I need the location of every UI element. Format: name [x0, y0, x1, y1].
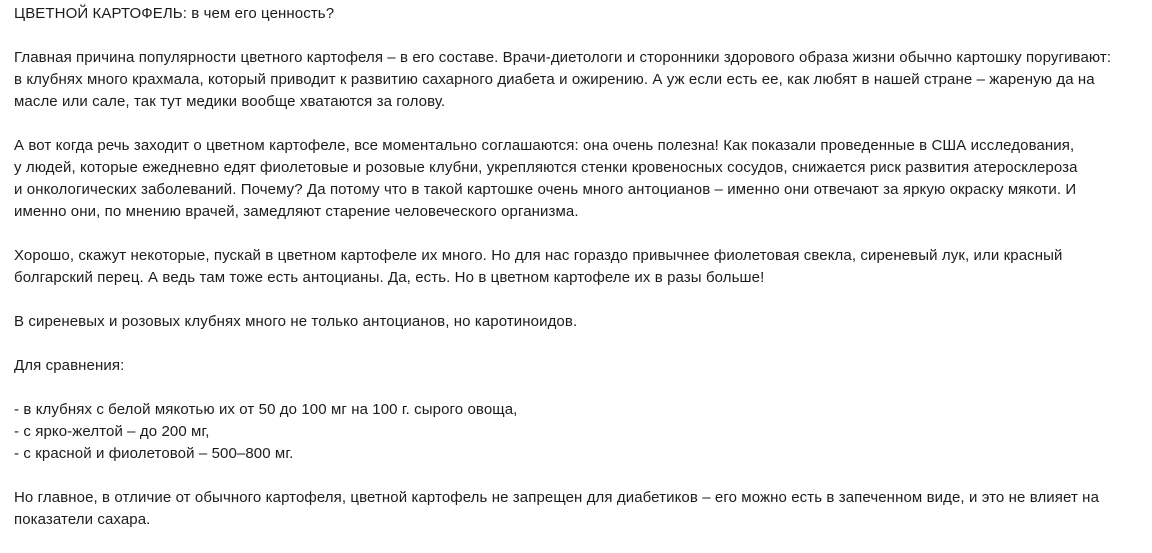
title-text: ЦВЕТНОЙ КАРТОФЕЛЬ: в чем его ценность? [14, 5, 335, 22]
list-item: - с ярко-желтой – до 200 мг, [14, 423, 210, 440]
text-line: Главная причина популярности цветного картофеля – в его составе. Врачи-диетологи и сторонники здорового образа жизни обычно картошку поругивают: [14, 49, 1112, 66]
paragraph-carotenoids [14, 311, 1140, 333]
list-item: - с красной и фиолетовой – 500–800 мг. [14, 445, 294, 462]
paragraph-comparison-vegetables [14, 245, 1140, 289]
text-line: болгарский перец. А ведь там тоже есть антоцианы. Да, есть. Но в цветном картофеле их в разы больше! [14, 269, 765, 286]
text-line: Хорошо, скажут некоторые, пускай в цветном картофеле их много. Но для нас гораздо привычнее фиолетовая свекла, сиреневый лук, или красный [14, 247, 1063, 264]
article-title [14, 3, 1140, 25]
text-line: масле или сале, так тут медики вообще хватаются за голову. [14, 93, 446, 110]
text-line: Но главное, в отличие от обычного картофеля, цветной картофель не запрещен для диабетиков – его можно есть в запеченном виде, и это не влияет на [14, 489, 1100, 506]
text-line: Для сравнения: [14, 357, 125, 374]
paragraph-benefits [14, 135, 1140, 223]
comparison-list [14, 399, 1140, 465]
paragraph-diabetics [14, 487, 1140, 531]
paragraph-comparison-lead [14, 355, 1140, 377]
text-line: А вот когда речь заходит о цветном картофеле, все моментально соглашаются: она очень полезна! Как показали проведенные в США исследования, [14, 137, 1075, 154]
text-line: в клубнях много крахмала, который приводит к развитию сахарного диабета и ожирению. А уж если есть ее, как любят в нашей стране – жареную да на [14, 71, 1095, 88]
text-line: именно они, по мнению врачей, замедляют старение человеческого организма. [14, 203, 579, 220]
text-line: и онкологических заболеваний. Почему? Да потому что в такой картошке очень много антоцианов – именно они отвечают за яркую окраску мякоти. И [14, 181, 1077, 198]
text-line: В сиреневых и розовых клубнях много не только антоцианов, но каротиноидов. [14, 313, 578, 330]
paragraph-intro [14, 47, 1140, 113]
text-line: у людей, которые ежедневно едят фиолетовые и розовые клубни, укрепляются стенки кровеносных сосудов, снижается риск развития атеросклероза [14, 159, 1078, 176]
text-line: показатели сахара. [14, 511, 151, 528]
list-item: - в клубнях с белой мякотью их от 50 до 100 мг на 100 г. сырого овоща, [14, 401, 518, 418]
